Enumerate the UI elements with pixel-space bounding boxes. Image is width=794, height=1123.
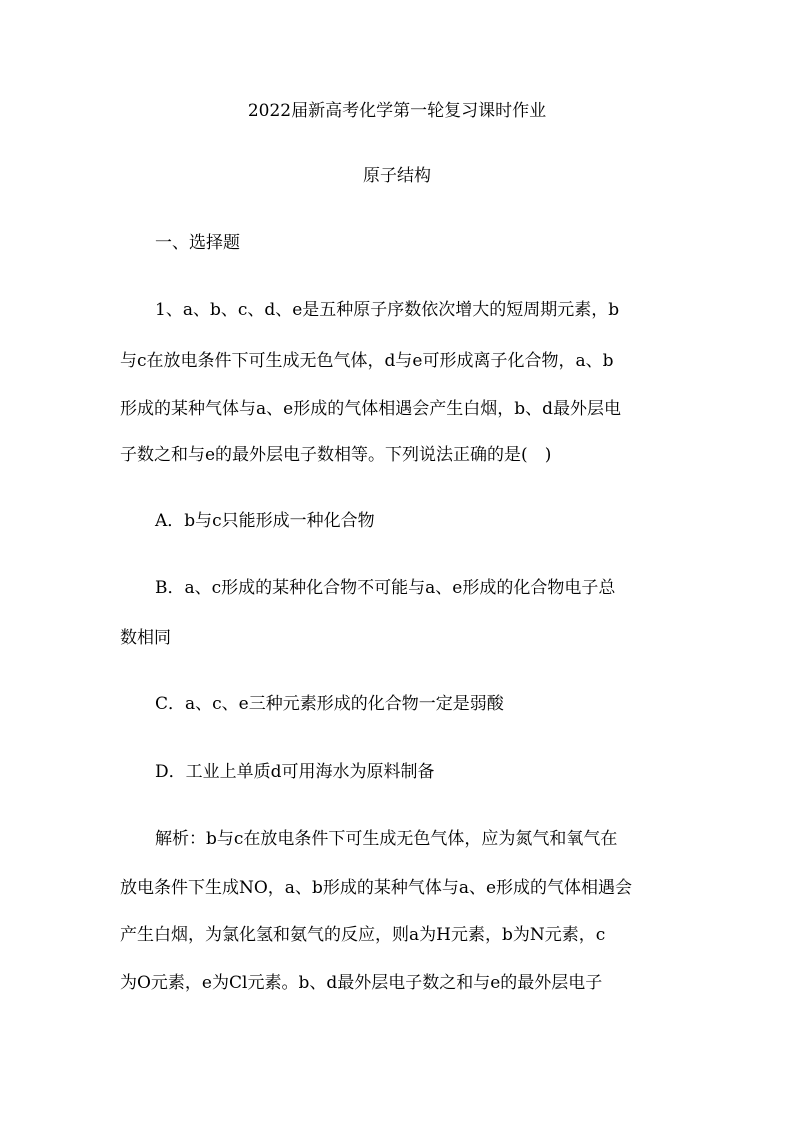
option-d: D．工业上单质d可用海水为原料制备 [155, 762, 435, 782]
question-line: 1、a、b、c、d、e是五种原子序数依次增大的短周期元素，b [155, 300, 620, 320]
option-c: C．a、c、e三种元素形成的化合物一定是弱酸 [155, 694, 504, 714]
document-title: 2022届新高考化学第一轮复习课时作业 [247, 101, 547, 121]
analysis-line: 放电条件下生成NO，a、b形成的某种气体与a、e形成的气体相遇会 [120, 878, 633, 898]
section-heading: 一、选择题 [155, 233, 240, 253]
question-line: 形成的某种气体与a、e形成的气体相遇会产生白烟，b、d最外层电 [120, 399, 621, 419]
option-b-continued: 数相同 [120, 628, 171, 648]
question-line: 与c在放电条件下可生成无色气体，d与e可形成离子化合物，a、b [120, 351, 614, 371]
analysis-line: 产生白烟，为氯化氢和氨气的反应，则a为H元素，b为N元素，c [120, 925, 606, 945]
question-line: 子数之和与e的最外层电子数相等。下列说法正确的是( ) [120, 445, 552, 465]
option-a: A．b与c只能形成一种化合物 [155, 511, 375, 531]
analysis-line: 解析：b与c在放电条件下可生成无色气体，应为氮气和氧气在 [155, 829, 618, 849]
analysis-line: 为O元素，e为Cl元素。b、d最外层电子数之和与e的最外层电子 [120, 973, 603, 993]
document-subtitle: 原子结构 [363, 166, 431, 186]
option-b: B．a、c形成的某种化合物不可能与a、e形成的化合物电子总 [155, 578, 616, 598]
